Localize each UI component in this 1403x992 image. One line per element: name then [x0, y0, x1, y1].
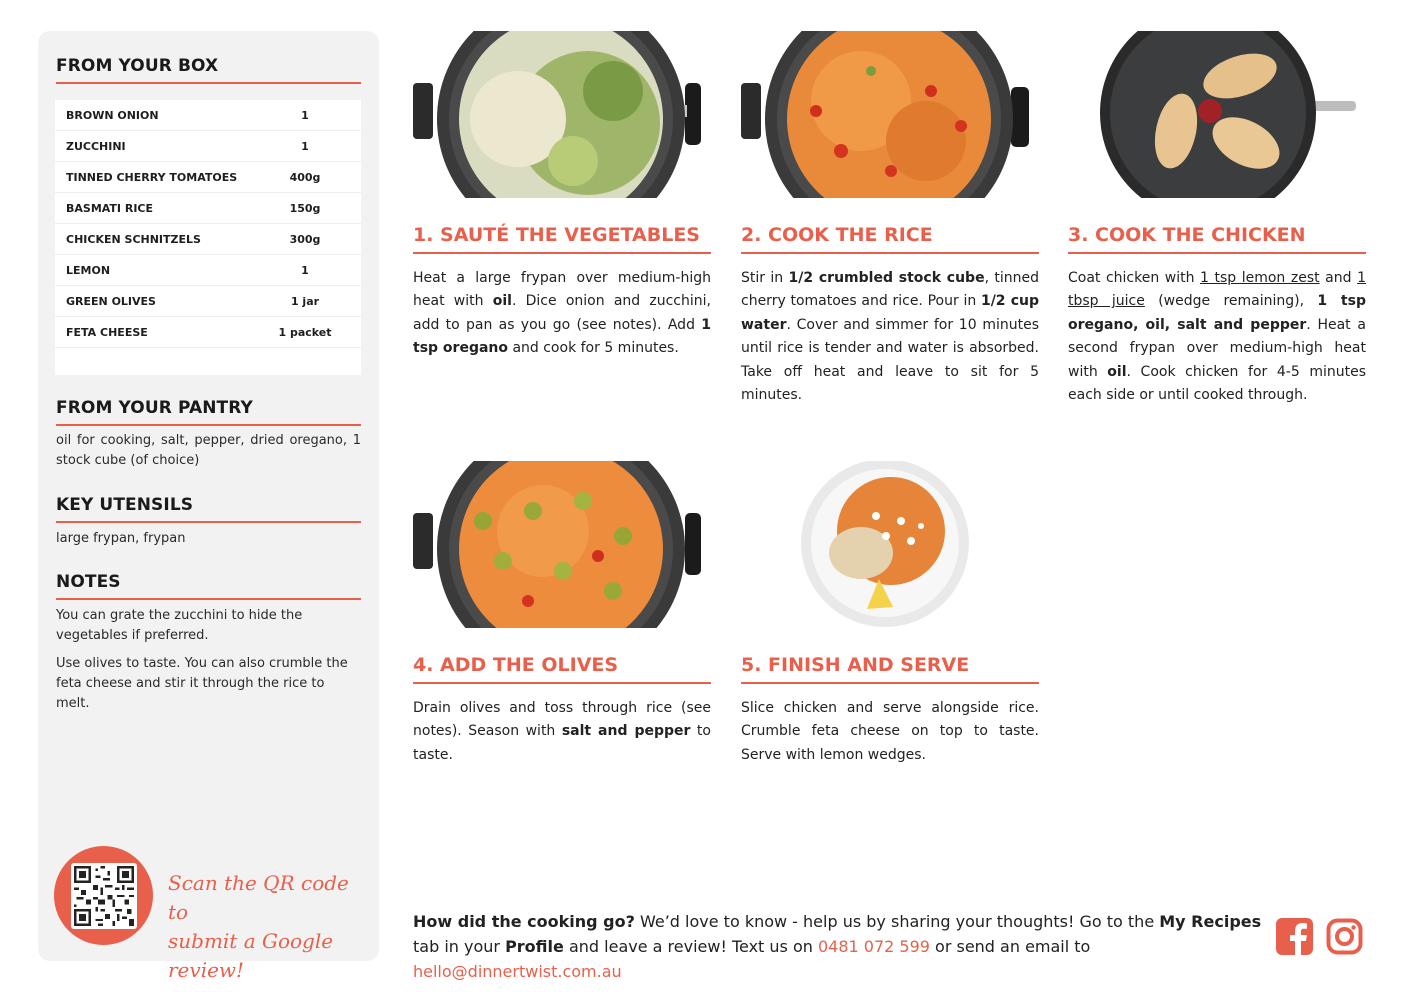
step-5-photo	[741, 461, 1039, 628]
qr-code-icon	[71, 863, 137, 929]
step-text: . Dice onion and zucchini, add to pan as you go (see notes). Add	[413, 293, 711, 333]
step-1-title: 1. SAUTÉ THE VEGETABLES	[413, 224, 711, 254]
ingredient-row	[55, 131, 361, 162]
step-5-title: 5. FINISH AND SERVE	[741, 654, 1039, 684]
ingredient-name: BROWN ONION	[66, 108, 159, 122]
ingredient-row	[55, 193, 361, 224]
note-2: Use olives to taste. You can also crumble the feta cheese and stir it through the rice to melt.	[56, 656, 348, 711]
my-recipes-label: My Recipes	[1159, 912, 1262, 931]
ingredient-row	[55, 224, 361, 255]
step-text: . Heat a second frypan over medium-high heat with	[1068, 316, 1366, 380]
step-text: Drain olives and toss through rice (see notes). Season with	[413, 700, 711, 740]
instagram-icon[interactable]	[1326, 918, 1363, 955]
step-5-desc	[741, 697, 1039, 767]
step-text: Coat chicken with	[1068, 270, 1201, 286]
ingredient-emphasis: 1 tsp oregano	[413, 316, 711, 357]
box-ingredients-table	[55, 100, 361, 375]
step-3-photo	[1068, 31, 1366, 198]
ingredients-sidebar	[38, 31, 379, 982]
key-utensils-heading: KEY UTENSILS	[56, 495, 361, 523]
from-your-box-heading: FROM YOUR BOX	[56, 56, 361, 84]
step-3-desc	[1068, 267, 1366, 407]
ingredient-name: TINNED CHERRY TOMATOES	[66, 170, 238, 184]
ingredient-qty: 400g	[289, 170, 321, 184]
facebook-icon[interactable]	[1276, 918, 1313, 955]
ingredient-emphasis: 1/2 cup water	[741, 293, 1039, 333]
ingredient-qty: 300g	[289, 232, 321, 246]
note-1: You can grate the zucchini to hide the vegetables if preferred.	[56, 608, 303, 643]
step-text: and cook for 5 minutes.	[508, 340, 679, 357]
step-4-photo	[413, 461, 711, 628]
ingredient-qty: 1	[301, 108, 309, 122]
step-text: to taste.	[413, 723, 711, 763]
step-1-photo	[413, 31, 711, 198]
qr-review-cta: Scan the QR code to submit a Google review!	[168, 871, 349, 982]
step-text: Stir in	[741, 270, 789, 286]
step-4-desc	[413, 697, 711, 767]
ingredient-row	[55, 100, 361, 131]
ingredient-qty: 1 jar	[290, 294, 320, 308]
step-2-photo	[741, 31, 1039, 198]
email-link[interactable]: hello@dinnertwist.com.au	[413, 962, 622, 981]
review-footer: How did the cooking go? We’d love to know - help us by sharing your thoughts! Go to the My Recipes tab in your Profile and leave a review! Text us on 0481 072 599 or send an email to hello@dinnertwist.com.au	[413, 912, 1262, 981]
ingredient-qty: 1	[301, 263, 309, 277]
ingredient-underline: 1 tbsp juice	[1068, 270, 1366, 310]
ingredient-emphasis: oil	[1107, 363, 1127, 380]
step-text: and	[1319, 270, 1358, 286]
ingredient-emphasis: 1 tsp oregano, oil, salt and pepper	[1068, 293, 1366, 333]
step-1-desc	[413, 267, 711, 361]
ingredient-emphasis: 1/2 crumbled stock cube	[788, 270, 985, 286]
ingredient-qty: 1 packet	[278, 325, 332, 339]
step-text: , tinned cherry tomatoes and rice. Pour in	[741, 270, 1039, 310]
step-text: (wedge remaining),	[1144, 293, 1318, 310]
step-2-desc	[741, 267, 1039, 407]
ingredient-name: LEMON	[66, 263, 111, 277]
step-4-title: 4. ADD THE OLIVES	[413, 654, 711, 684]
ingredient-qty: 150g	[289, 201, 321, 215]
pantry-text: oil for cooking, salt, pepper, dried oregano, 1 stock cube (of choice)	[56, 433, 361, 468]
ingredient-name: ZUCCHINI	[66, 139, 126, 153]
step-text: . Cover and simmer for 10 minutes until rice is tender and water is absorbed. Take off heat and leave to sit for 5 minutes.	[741, 316, 1039, 404]
ingredient-name: FETA CHEESE	[66, 325, 148, 339]
notes-heading: NOTES	[56, 572, 361, 600]
ingredient-name: BASMATI RICE	[66, 201, 154, 215]
ingredient-underline: 1 tsp lemon zest	[1200, 270, 1320, 286]
ingredient-name: GREEN OLIVES	[66, 294, 156, 308]
ingredient-row	[55, 317, 361, 348]
step-text: Heat a large frypan over medium-high heat with	[413, 270, 711, 310]
step-2-title: 2. COOK THE RICE	[741, 224, 1039, 254]
ingredient-row	[55, 162, 361, 193]
ingredient-row	[55, 286, 361, 317]
ingredient-emphasis: salt and pepper	[561, 723, 691, 740]
ingredient-row	[55, 255, 361, 286]
ingredient-qty: 1	[301, 139, 309, 153]
ingredient-emphasis: oil	[492, 293, 512, 310]
step-3-title: 3. COOK THE CHICKEN	[1068, 224, 1366, 254]
qr-code-badge[interactable]	[54, 846, 153, 945]
utensils-text: large frypan, frypan	[56, 531, 186, 546]
ingredient-name: CHICKEN SCHNITZELS	[66, 232, 201, 246]
step-text: Slice chicken and serve alongside rice. Crumble feta cheese on top to taste. Serve with lemon wedges.	[741, 700, 1039, 763]
step-text: . Cook chicken for 4-5 minutes each side or until cooked through.	[1068, 363, 1366, 404]
from-your-pantry-heading: FROM YOUR PANTRY	[56, 398, 361, 426]
phone-link[interactable]: 0481 072 599	[817, 937, 930, 956]
footer-question: How did the cooking go?	[413, 912, 635, 931]
profile-label: Profile	[505, 937, 564, 956]
